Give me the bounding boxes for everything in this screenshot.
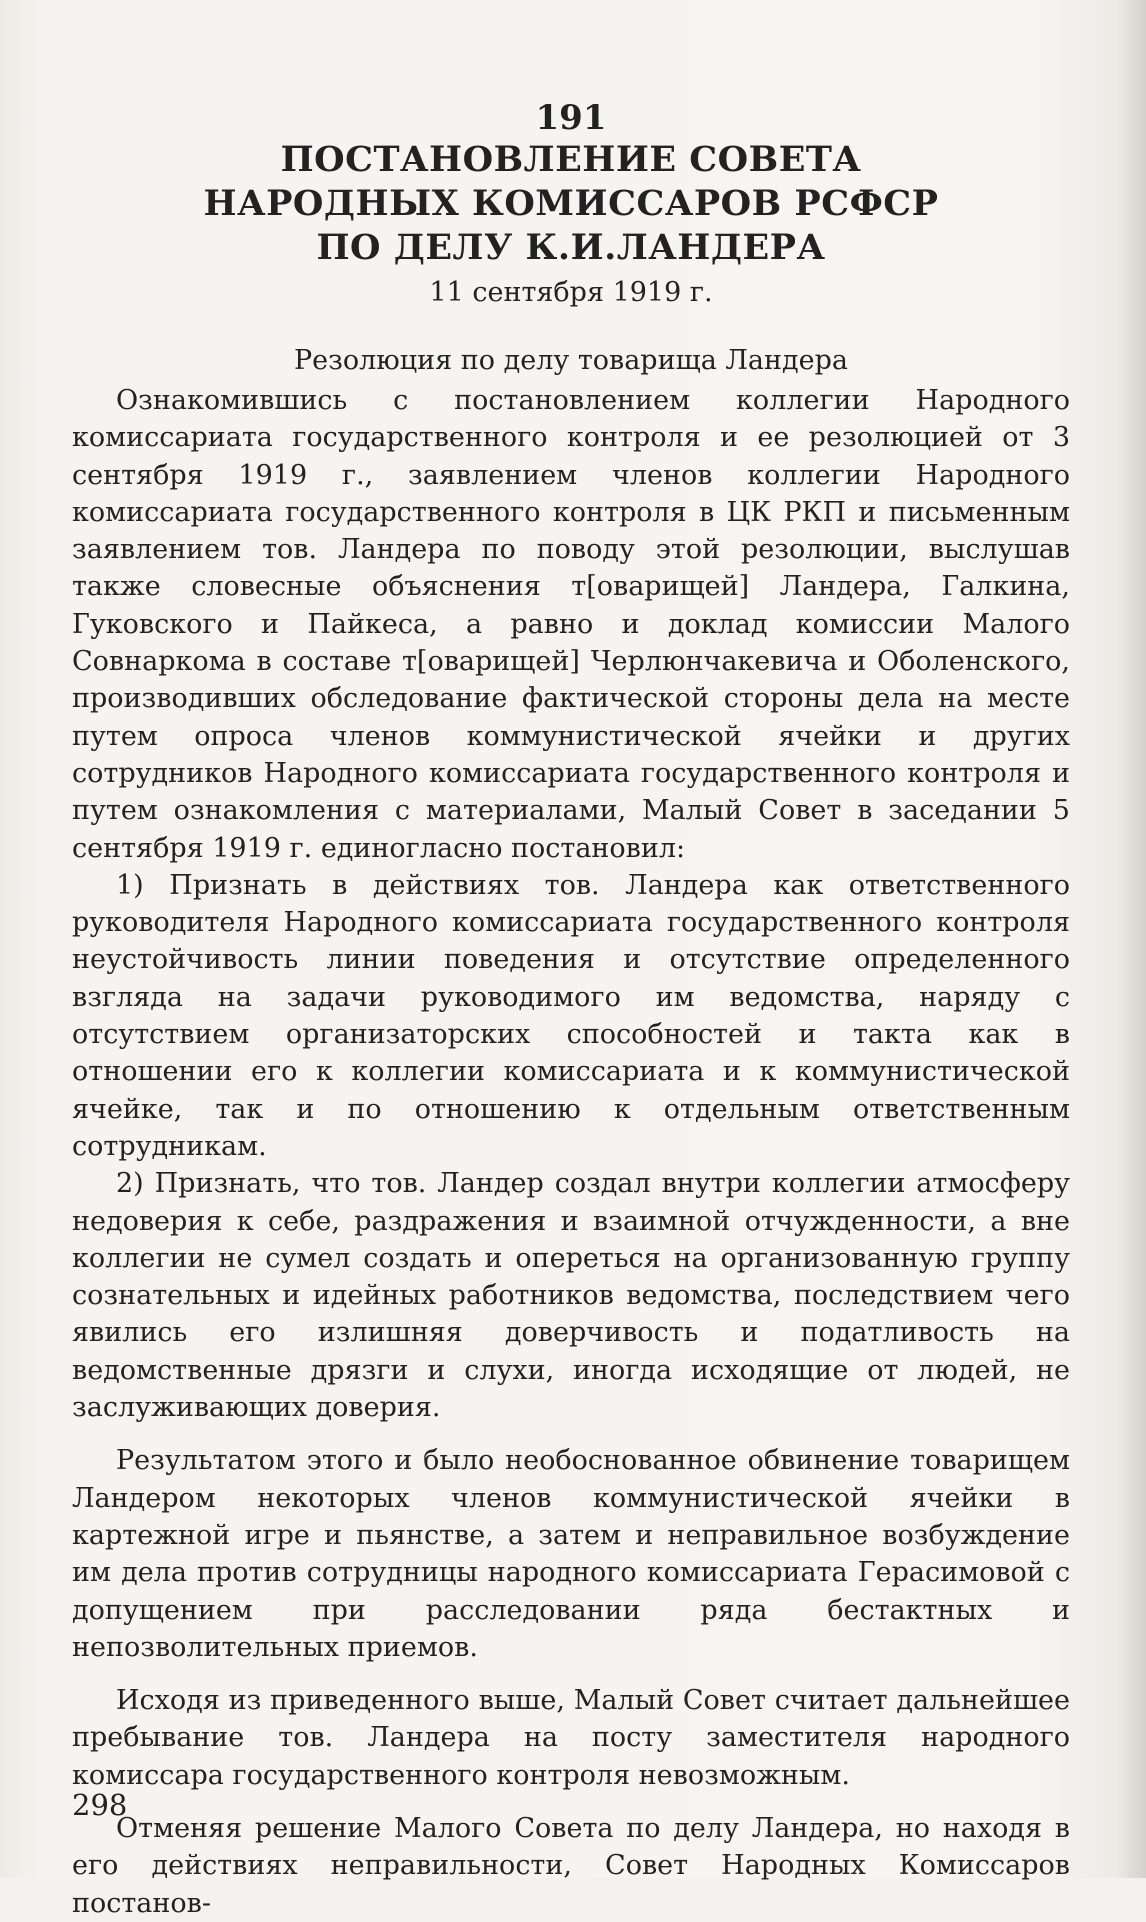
document-number: 191 (535, 98, 607, 138)
title-line: ПОСТАНОВЛЕНИЕ СОВЕТА (280, 139, 862, 180)
document-date: 11 сентября 1919 г. (429, 277, 713, 308)
body-paragraph: Исходя из приведенного выше, Малый Совет считает дальнейшее пребывание тов. Ландера на посту заместителя народного комиссара государственного контроля невозможным. (72, 1685, 1070, 1791)
body-paragraph: Результатом этого и было необоснованное обвинение товарищем Ландером некоторых членов коммунистической ячейки в картежной игре и пьянстве, а затем и неправильное возбуждение им дела против сотрудницы народного комиссариата Герасимовой с допущением при расследовании ряда бестактных и непозволительных приемов. (72, 1445, 1070, 1663)
resolution-point-1: 1) Признать в действиях тов. Ландера как ответственного руководителя Народного комиссариата государственного контроля неустойчивость линии поведения и отсутствие определенного взгляда на задачи руководимого им ведомства, наряду с отсутствием организаторских способностей и такта как в отношении его к коллегии комиссариата и к коммунистической ячейке, так и по отношению к отдельным ответственным сотрудникам. (72, 869, 1070, 1162)
document-body (72, 98, 1070, 1922)
document-title (72, 138, 1070, 270)
title-line: ПО ДЕЛУ К.И.ЛАНДЕРА (316, 227, 826, 268)
resolution-heading: Резолюция по делу товарища Ландера (294, 345, 848, 376)
body-paragraph: Отменяя решение Малого Совета по делу Ландера, но находя в его действиях неправильности, Совет Народных Комиссаров постанов- (72, 1812, 1070, 1919)
resolution-point-2: 2) Признать, что тов. Ландер создал внутри коллегии атмосферу недоверия к себе, раздражения и взаимной отчужденности, а вне коллегии не сумел создать и опереться на организованную группу сознательных и идейных работников ведомства, последствием чего явились его излишняя доверчивость и податливость на ведомственные дрязги и слухи, иногда исходящие от людей, не заслуживающих доверия. (72, 1168, 1070, 1424)
body-paragraph: Ознакомившись с постановлением коллегии Народного комиссариата государственного контроля и ее резолюцией от 3 сентября 1919 г., заявлением членов коллегии Народного комиссариата государственного контроля в ЦК РКП и письменным заявлением тов. Ландера по поводу этой резолюции, выслушав также словесные объяснения т[оварищей] Ландера, Галкина, Гуковского и Пайкеса, а равно и доклад комиссии Малого Совнаркома в составе т[оварищей] Черлюнчакевича и Оболенского, производивших обследование фактической стороны дела на месте путем опроса членов коммунистической ячейки и других сотрудников Народного комиссариата государственного контроля и путем ознакомления с материалами, Малый Совет в заседании 5 сентября 1919 г. единогласно постановил: (72, 385, 1070, 864)
title-line: НАРОДНЫХ КОМИССАРОВ РСФСР (203, 183, 939, 224)
page-number: 298 (72, 1788, 128, 1822)
page-edge-shadow (1116, 0, 1146, 1878)
